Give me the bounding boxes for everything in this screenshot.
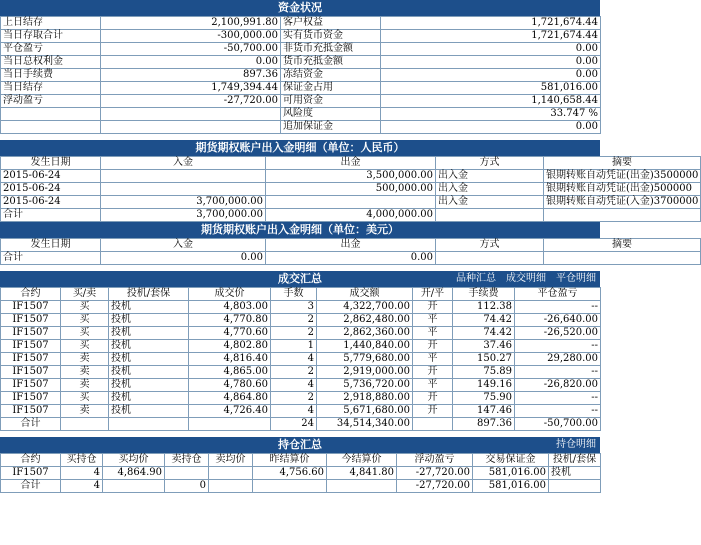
capital-value: 33.747 %: [381, 108, 601, 121]
table-cell: IF1507: [1, 366, 61, 379]
rmb-title: 期货期权账户出入金明细（单位：人民币）: [195, 141, 405, 154]
table-cell: 4: [61, 467, 103, 480]
capital-row: [1, 95, 601, 108]
table-cell: --: [515, 301, 601, 314]
total-cell: -50,700.00: [515, 418, 601, 431]
capital-value: 0.00: [381, 43, 601, 56]
column-header: 方式: [436, 239, 544, 252]
table-cell: --: [515, 392, 601, 405]
table-cell: [165, 467, 209, 480]
rmb-table: [0, 156, 701, 222]
capital-value: -300,000.00: [101, 30, 281, 43]
table-row: [1, 196, 701, 209]
capital-value: 0.00: [101, 56, 281, 69]
column-header: 开/平: [413, 288, 453, 301]
section-link[interactable]: 持仓明细: [556, 439, 596, 450]
capital-value: 1,140,658.44: [381, 95, 601, 108]
column-header: 今结算价: [327, 454, 397, 467]
table-cell: 平: [413, 327, 453, 340]
table-cell: 2: [271, 327, 317, 340]
table-cell: 4,802.80: [189, 340, 271, 353]
table-cell: 74.42: [453, 314, 515, 327]
table-cell: IF1507: [1, 379, 61, 392]
table-cell: 卖: [61, 379, 109, 392]
capital-label: 货币充抵金额: [281, 56, 381, 69]
capital-label: [1, 108, 101, 121]
table-cell: 3,700,000.00: [101, 196, 266, 209]
table-cell: 开: [413, 366, 453, 379]
table-cell: 29,280.00: [515, 353, 601, 366]
table-cell: 买: [61, 340, 109, 353]
capital-row: [1, 56, 601, 69]
table-cell: 4,841.80: [327, 467, 397, 480]
table-row: [1, 379, 601, 392]
table-cell: 2: [271, 392, 317, 405]
column-header: 手数: [271, 288, 317, 301]
column-header: 卖持仓: [165, 454, 209, 467]
table-cell: 75.90: [453, 392, 515, 405]
column-header: 交易保证金: [473, 454, 549, 467]
capital-header: [0, 0, 600, 16]
table-cell: IF1507: [1, 301, 61, 314]
capital-value: 0.00: [381, 121, 601, 134]
table-row: [1, 405, 601, 418]
column-header: 买持仓: [61, 454, 103, 467]
table-row: [1, 183, 701, 196]
table-cell: 2,862,360.00: [317, 327, 413, 340]
table-cell: 2015-06-24: [1, 183, 101, 196]
positions-title: 持仓汇总: [278, 438, 322, 451]
total-cell: 24: [271, 418, 317, 431]
total-cell: 0: [165, 480, 209, 493]
table-cell: 3: [271, 301, 317, 314]
table-cell: IF1507: [1, 327, 61, 340]
total-cell: [109, 418, 189, 431]
capital-value: -50,700.00: [101, 43, 281, 56]
table-cell: 开: [413, 301, 453, 314]
table-cell: 银期转账自动凭证(出金)500000: [544, 183, 701, 196]
table-cell: --: [515, 405, 601, 418]
table-cell: [101, 170, 266, 183]
table-cell: 投机: [109, 392, 189, 405]
table-cell: 37.46: [453, 340, 515, 353]
capital-value: 0.00: [381, 56, 601, 69]
total-cell: [544, 252, 701, 265]
capital-value: [101, 121, 281, 134]
total-cell: [549, 480, 601, 493]
total-cell: [253, 480, 327, 493]
table-cell: 4,803.00: [189, 301, 271, 314]
capital-value: 1,749,394.44: [101, 82, 281, 95]
table-cell: 投机: [109, 405, 189, 418]
table-cell: 出入金: [436, 170, 544, 183]
column-header: 成交价: [189, 288, 271, 301]
table-row: [1, 314, 601, 327]
total-cell: [209, 480, 253, 493]
table-row: [1, 392, 601, 405]
total-cell: 4,000,000.00: [266, 209, 436, 222]
table-cell: 4,322,700.00: [317, 301, 413, 314]
table-cell: 开: [413, 405, 453, 418]
table-cell: 平: [413, 379, 453, 392]
total-cell: [413, 418, 453, 431]
table-row: [1, 170, 701, 183]
table-cell: IF1507: [1, 353, 61, 366]
column-header: 发生日期: [1, 157, 101, 170]
total-cell: [327, 480, 397, 493]
total-cell: -27,720.00: [397, 480, 473, 493]
capital-label: 当日结存: [1, 82, 101, 95]
trades-title: 成交汇总: [278, 272, 322, 285]
table-cell: --: [515, 366, 601, 379]
table-cell: -27,720.00: [397, 467, 473, 480]
capital-row: [1, 82, 601, 95]
table-cell: 4,770.60: [189, 327, 271, 340]
capital-label: 上日结存: [1, 17, 101, 30]
table-cell: 75.89: [453, 366, 515, 379]
table-row: [1, 366, 601, 379]
table-row: [1, 467, 601, 480]
capital-label: 实有货币资金: [281, 30, 381, 43]
table-cell: 投机: [109, 353, 189, 366]
column-header: 成交额: [317, 288, 413, 301]
table-cell: 4,770.80: [189, 314, 271, 327]
total-cell: 3,700,000.00: [101, 209, 266, 222]
column-header: 入金: [101, 239, 266, 252]
table-cell: 买: [61, 392, 109, 405]
table-cell: 581,016.00: [473, 467, 549, 480]
usd-title: 期货期权账户出入金明细（单位：美元）: [201, 223, 399, 236]
table-cell: 投机: [109, 301, 189, 314]
total-cell: 合计: [1, 480, 61, 493]
capital-label: 可用资金: [281, 95, 381, 108]
usd-table: [0, 238, 701, 265]
table-cell: IF1507: [1, 392, 61, 405]
table-cell: -26,640.00: [515, 314, 601, 327]
total-row: [1, 209, 701, 222]
table-cell: 2,918,880.00: [317, 392, 413, 405]
table-cell: 2,862,480.00: [317, 314, 413, 327]
table-cell: [101, 183, 266, 196]
column-header: 投机/套保: [549, 454, 601, 467]
column-header: 投机/套保: [109, 288, 189, 301]
column-header: 出金: [266, 239, 436, 252]
capital-label: 风险度: [281, 108, 381, 121]
table-cell: 1,440,840.00: [317, 340, 413, 353]
total-row: [1, 252, 701, 265]
capital-table: [0, 16, 601, 134]
column-header: 摘要: [544, 157, 701, 170]
capital-row: [1, 108, 601, 121]
table-cell: 卖: [61, 353, 109, 366]
table-cell: 平: [413, 353, 453, 366]
capital-row: [1, 69, 601, 82]
capital-label: 追加保证金: [281, 121, 381, 134]
table-cell: 4,864.90: [103, 467, 165, 480]
capital-label: 浮动盈亏: [1, 95, 101, 108]
table-cell: 2015-06-24: [1, 170, 101, 183]
total-cell: [189, 418, 271, 431]
table-cell: 买: [61, 314, 109, 327]
table-cell: 2015-06-24: [1, 196, 101, 209]
column-header: 合约: [1, 454, 61, 467]
table-cell: 3,500,000.00: [266, 170, 436, 183]
table-cell: IF1507: [1, 340, 61, 353]
capital-title: 资金状况: [278, 1, 322, 14]
table-cell: 卖: [61, 366, 109, 379]
capital-label: 冻结资金: [281, 69, 381, 82]
table-cell: 4,816.40: [189, 353, 271, 366]
total-cell: 合计: [1, 418, 61, 431]
table-cell: 买: [61, 327, 109, 340]
capital-row: [1, 30, 601, 43]
column-header: 合约: [1, 288, 61, 301]
capital-label: 当日存取合计: [1, 30, 101, 43]
trades-table: [0, 287, 601, 431]
table-cell: 投机: [109, 379, 189, 392]
total-cell: 合计: [1, 252, 101, 265]
table-cell: 买: [61, 301, 109, 314]
total-cell: [436, 252, 544, 265]
table-cell: IF1507: [1, 405, 61, 418]
table-cell: IF1507: [1, 314, 61, 327]
capital-value: 0.00: [381, 69, 601, 82]
table-cell: 投机: [549, 467, 601, 480]
table-cell: 开: [413, 340, 453, 353]
column-header: 卖均价: [209, 454, 253, 467]
table-cell: 2: [271, 314, 317, 327]
capital-row: [1, 121, 601, 134]
total-cell: 897.36: [453, 418, 515, 431]
capital-value: 1,721,674.44: [381, 17, 601, 30]
capital-value: -27,720.00: [101, 95, 281, 108]
capital-label: 当日手续费: [1, 69, 101, 82]
table-cell: 4,726.40: [189, 405, 271, 418]
column-header: 方式: [436, 157, 544, 170]
capital-label: [1, 121, 101, 134]
capital-label: 当日总权利金: [1, 56, 101, 69]
table-cell: 开: [413, 392, 453, 405]
table-row: [1, 340, 601, 353]
table-cell: -26,520.00: [515, 327, 601, 340]
table-cell: -26,820.00: [515, 379, 601, 392]
table-cell: 投机: [109, 327, 189, 340]
trades-header: [0, 271, 600, 287]
table-cell: 147.46: [453, 405, 515, 418]
total-cell: 581,016.00: [473, 480, 549, 493]
total-cell: [544, 209, 701, 222]
table-cell: 5,779,680.00: [317, 353, 413, 366]
column-header: 平仓盈亏: [515, 288, 601, 301]
section-link[interactable]: 平仓明细: [556, 273, 596, 284]
table-cell: 150.27: [453, 353, 515, 366]
capital-label: 非货币充抵金额: [281, 43, 381, 56]
total-cell: 合计: [1, 209, 101, 222]
total-cell: 34,514,340.00: [317, 418, 413, 431]
table-cell: 投机: [109, 366, 189, 379]
table-cell: 500,000.00: [266, 183, 436, 196]
column-header: 发生日期: [1, 239, 101, 252]
column-header: 摘要: [544, 239, 701, 252]
table-cell: 银期转账自动凭证(入金)3700000: [544, 196, 701, 209]
capital-value: 897.36: [101, 69, 281, 82]
table-cell: IF1507: [1, 467, 61, 480]
table-cell: 5,736,720.00: [317, 379, 413, 392]
table-cell: 74.42: [453, 327, 515, 340]
capital-row: [1, 17, 601, 30]
usd-header: [0, 222, 600, 238]
positions-table: [0, 453, 601, 493]
capital-label: 平仓盈亏: [1, 43, 101, 56]
table-cell: 5,671,680.00: [317, 405, 413, 418]
section-link[interactable]: 成交明细: [506, 273, 546, 284]
table-cell: 149.16: [453, 379, 515, 392]
table-row: [1, 327, 601, 340]
table-cell: 1: [271, 340, 317, 353]
column-header: 出金: [266, 157, 436, 170]
trades-links: [446, 271, 596, 287]
positions-links: [546, 437, 596, 453]
total-cell: 0.00: [266, 252, 436, 265]
column-header: 入金: [101, 157, 266, 170]
capital-row: [1, 43, 601, 56]
table-cell: 112.38: [453, 301, 515, 314]
table-cell: 卖: [61, 405, 109, 418]
capital-value: 2,100,991.80: [101, 17, 281, 30]
total-cell: [103, 480, 165, 493]
table-cell: 平: [413, 314, 453, 327]
column-header: 买/卖: [61, 288, 109, 301]
total-cell: [61, 418, 109, 431]
total-cell: [436, 209, 544, 222]
table-row: [1, 353, 601, 366]
rmb-header: [0, 140, 600, 156]
column-header: 浮动盈亏: [397, 454, 473, 467]
table-cell: 4,756.60: [253, 467, 327, 480]
table-cell: 4: [271, 379, 317, 392]
positions-header: [0, 437, 600, 453]
total-cell: 0.00: [101, 252, 266, 265]
table-cell: 4,864.80: [189, 392, 271, 405]
table-cell: 2: [271, 366, 317, 379]
capital-label: 保证金占用: [281, 82, 381, 95]
column-header: 买均价: [103, 454, 165, 467]
table-cell: 4: [271, 405, 317, 418]
table-cell: [209, 467, 253, 480]
total-row: [1, 418, 601, 431]
table-row: [1, 301, 601, 314]
table-cell: 2,919,000.00: [317, 366, 413, 379]
table-cell: 4: [271, 353, 317, 366]
table-cell: 银期转账自动凭证(出金)3500000: [544, 170, 701, 183]
capital-label: 客户权益: [281, 17, 381, 30]
capital-value: 581,016.00: [381, 82, 601, 95]
column-header: 手续费: [453, 288, 515, 301]
table-cell: [266, 196, 436, 209]
capital-value: 1,721,674.44: [381, 30, 601, 43]
table-cell: --: [515, 340, 601, 353]
capital-value: [101, 108, 281, 121]
table-cell: 4,780.60: [189, 379, 271, 392]
section-link[interactable]: 品种汇总: [456, 273, 496, 284]
table-cell: 出入金: [436, 183, 544, 196]
table-cell: 4,865.00: [189, 366, 271, 379]
table-cell: 出入金: [436, 196, 544, 209]
total-row: [1, 480, 601, 493]
table-cell: 投机: [109, 340, 189, 353]
total-cell: 4: [61, 480, 103, 493]
column-header: 昨结算价: [253, 454, 327, 467]
table-cell: 投机: [109, 314, 189, 327]
